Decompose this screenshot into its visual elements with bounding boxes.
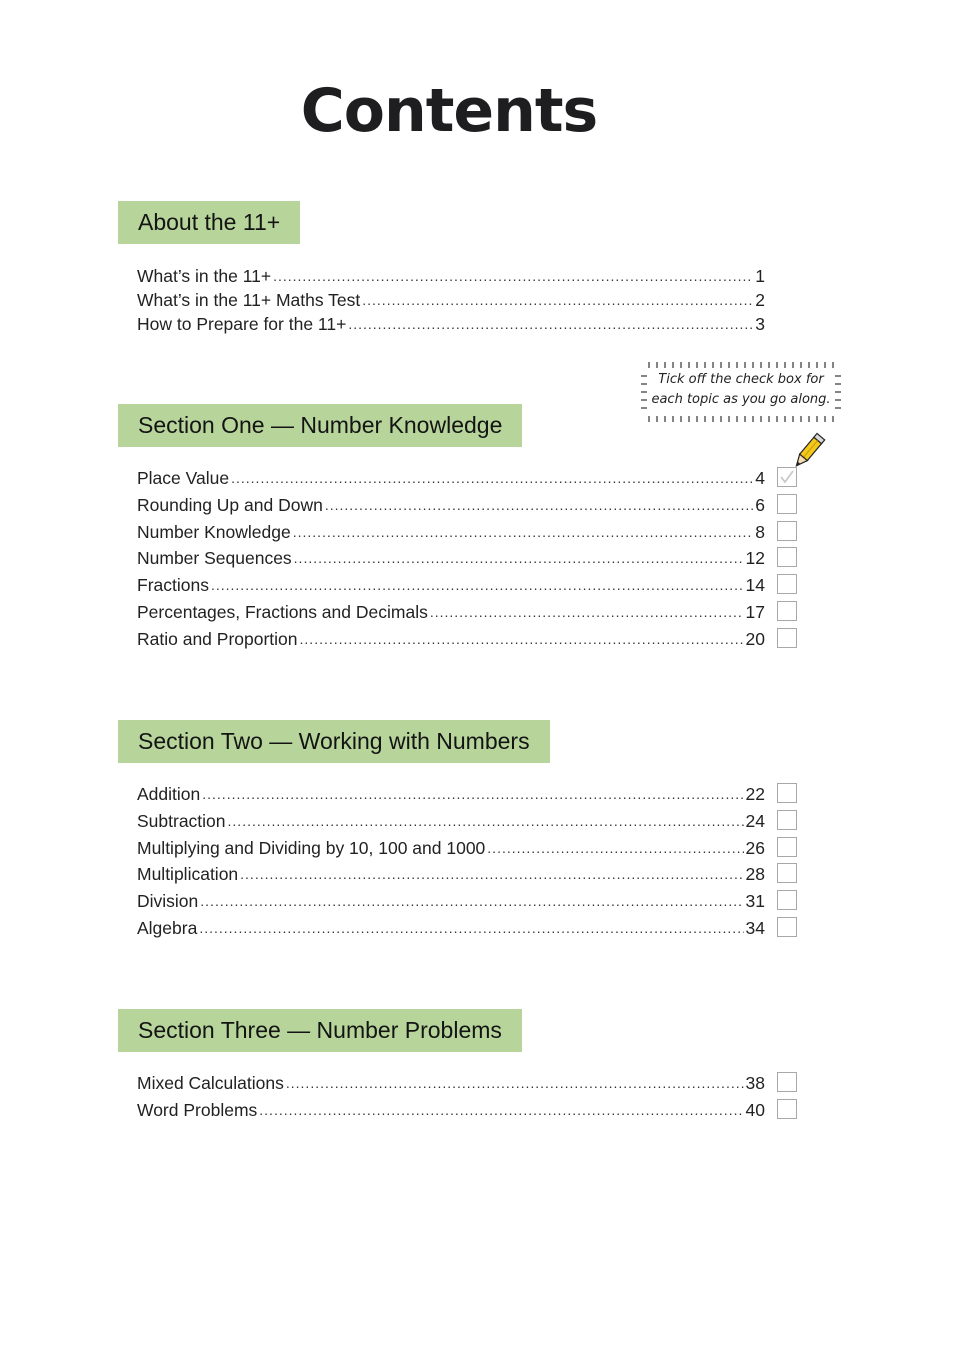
entry-label: Number Knowledge [137, 521, 291, 542]
leader-dots [202, 781, 743, 808]
entry-label: Multiplication [137, 864, 239, 885]
entry-page: 4 [755, 468, 765, 488]
topic-checkbox[interactable] [777, 1099, 797, 1119]
tick-icon [779, 469, 795, 485]
section-heading: Section Two — Working with Numbers [118, 720, 550, 763]
entry-label: Word Problems [137, 1099, 258, 1120]
topic-checkbox[interactable] [777, 810, 797, 830]
section-one [118, 404, 765, 653]
section-about [118, 201, 765, 336]
leader-dots [430, 599, 744, 626]
entry-label: What’s in the 11+ Maths Test [137, 290, 361, 310]
topic-checkbox[interactable] [777, 628, 797, 648]
entry-label: How to Prepare for the 11+ [137, 314, 347, 334]
entry-label: Percentages, Fractions and Decimals [137, 601, 428, 622]
toc-entry[interactable] [118, 288, 765, 312]
topic-checkbox[interactable] [777, 917, 797, 937]
toc-entry[interactable] [118, 888, 765, 915]
toc-entry[interactable] [118, 599, 765, 626]
topic-checkbox[interactable] [777, 837, 797, 857]
leader-dots [200, 888, 743, 915]
toc-entry[interactable] [118, 572, 765, 599]
entry-label: Number Sequences [137, 548, 292, 569]
leader-dots [259, 1097, 743, 1124]
topic-checkbox[interactable] [777, 863, 797, 883]
entry-page: 31 [745, 891, 765, 912]
section-heading: About the 11+ [118, 201, 300, 244]
toc-entry[interactable] [118, 1070, 765, 1097]
topic-checkbox[interactable] [777, 601, 797, 621]
leader-dots [325, 492, 753, 519]
entry-label: Fractions [137, 575, 209, 596]
section-entries [118, 264, 765, 336]
section-entries [118, 1070, 765, 1124]
toc-entry[interactable] [118, 545, 765, 572]
toc-entry[interactable] [118, 492, 765, 519]
entry-page: 14 [745, 575, 765, 596]
section-two [118, 720, 765, 942]
leader-dots [294, 545, 744, 572]
topic-checkbox[interactable] [777, 494, 797, 514]
toc-entry[interactable] [118, 861, 765, 888]
toc-entry[interactable] [118, 519, 765, 546]
topic-checkbox[interactable] [777, 783, 797, 803]
toc-entry[interactable] [118, 781, 765, 808]
topic-checkbox[interactable] [777, 890, 797, 910]
leader-dots [300, 626, 744, 653]
leader-dots [240, 861, 743, 888]
entry-page: 1 [755, 266, 765, 286]
leader-dots [228, 808, 744, 835]
entry-label: Division [137, 891, 199, 912]
entry-page: 28 [745, 864, 765, 885]
leader-dots [487, 835, 743, 862]
entry-page: 6 [755, 494, 765, 515]
toc-entry[interactable] [118, 1097, 765, 1124]
tip-line-1: Tick off the check box for [658, 372, 824, 387]
section-entries [118, 465, 765, 653]
topic-checkbox[interactable] [777, 521, 797, 541]
topic-checkbox[interactable] [777, 1072, 797, 1092]
entry-page: 17 [745, 601, 765, 622]
leader-dots [293, 519, 754, 546]
toc-entry[interactable] [118, 626, 765, 653]
toc-entry[interactable] [118, 264, 765, 288]
entry-page: 22 [745, 784, 765, 804]
section-heading: Section Three — Number Problems [118, 1009, 522, 1052]
entry-label: Algebra [137, 917, 198, 938]
entry-label: Ratio and Proportion [137, 628, 298, 649]
section-three [118, 1009, 765, 1124]
topic-checkbox-checked[interactable] [777, 467, 797, 487]
entry-label: Subtraction [137, 810, 226, 831]
section-entries [118, 781, 765, 942]
toc-entry[interactable] [118, 312, 765, 336]
page-title: Contents [300, 76, 598, 146]
topic-checkbox[interactable] [777, 547, 797, 567]
entry-label: Addition [137, 784, 201, 804]
entry-page: 26 [745, 837, 765, 858]
entry-page: 38 [745, 1073, 765, 1093]
section-heading: Section One — Number Knowledge [118, 404, 522, 447]
entry-label: Rounding Up and Down [137, 494, 323, 515]
entry-page: 12 [745, 548, 765, 569]
entry-page: 3 [755, 314, 765, 334]
leader-dots [273, 264, 753, 288]
toc-entry[interactable] [118, 808, 765, 835]
entry-page: 8 [755, 521, 765, 542]
leader-dots [362, 288, 753, 312]
toc-entry[interactable] [118, 915, 765, 942]
leader-dots [199, 915, 743, 942]
entry-page: 34 [745, 917, 765, 938]
entry-page: 2 [755, 290, 765, 310]
entry-label: Multiplying and Dividing by 10, 100 and 1000 [137, 837, 486, 858]
leader-dots [286, 1070, 744, 1097]
entry-page: 24 [745, 810, 765, 831]
entry-label: Mixed Calculations [137, 1073, 284, 1093]
toc-entry[interactable] [118, 835, 765, 862]
leader-dots [348, 312, 753, 336]
leader-dots [231, 465, 753, 492]
tip-line-2: each topic as you go along. [651, 392, 831, 407]
entry-label: Place Value [137, 468, 230, 488]
leader-dots [211, 572, 744, 599]
entry-page: 40 [745, 1099, 765, 1120]
toc-entry[interactable] [118, 465, 765, 492]
entry-label: What’s in the 11+ [137, 266, 272, 286]
topic-checkbox[interactable] [777, 574, 797, 594]
entry-page: 20 [745, 628, 765, 649]
